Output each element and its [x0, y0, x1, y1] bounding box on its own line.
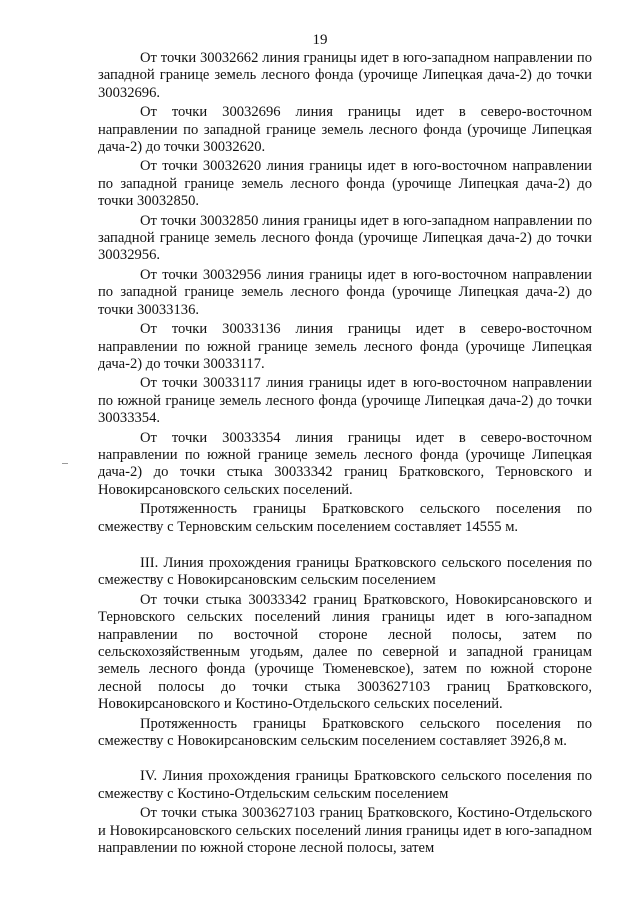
- paragraph: От точки 30032662 линия границы идет в юго-западном направлении по западной границе земель лесного фонда (урочище Липецкая дача-2) до точки 30032696.: [98, 50, 592, 101]
- length-summary-paragraph: Протяженность границы Братковского сельского поселения по смежеству с Терновским сельским поселением составляет 14555 м.: [98, 501, 592, 535]
- paragraph: От точки 30032620 линия границы идет в юго-восточном направлении по западной границе земель лесного фонда (урочище Липецкая дача-2) до точки 30032850.: [98, 158, 592, 210]
- paragraph: От точки 30032696 линия границы идет в северо-восточном направлении по западной границе земель лесного фонда (урочище Липецкая дача-2) до точки 30032620.: [98, 104, 592, 156]
- section-3-title: III. Линия прохождения границы Братковского сельского поселения по смежеству с Новокирсановским сельским поселением: [98, 554, 592, 589]
- length-summary-paragraph: Протяженность границы Братковского сельского поселения по смежеству с Новокирсановским сельским поселением составляет 3926,8 м.: [98, 715, 592, 750]
- document-body: [98, 50, 592, 857]
- paragraph: От точки 30033354 линия границы идет в северо-восточном направлении по южной границе земель лесного фонда (урочище Липецкая дача-2) до точки стыка 30033342 границ Братковского, Терновского и Новокирсановского сельских поселений.: [98, 429, 592, 498]
- margin-mark: [62, 463, 68, 464]
- paragraph: От точки 30032850 линия границы идет в юго-западном направлении по западной границе земель лесного фонда (урочище Липецкая дача-2) до точки 30032956.: [98, 212, 592, 264]
- section-4-title: IV. Линия прохождения границы Братковского сельского поселения по смежеству с Костино-Отдельским сельским поселением: [98, 768, 592, 802]
- paragraph: От точки 30033117 линия границы идет в юго-восточном направлении по южной границе земель лесного фонда (урочище Липецкая дача-2) до точки 30033354.: [98, 375, 592, 427]
- paragraph: От точки стыка 30033342 границ Братковского, Новокирсановского и Терновского сельских поселений линия границы идет в юго-западном направлении по восточной стороне лесной полосы, затем по сельскохозяйственным угодьям, далее по северной и западной границам земель лесного фонда (урочище Тюменевское), затем по южной стороне лесной полосы до точки стыка 3003627103 границ Братковского, Новокирсановского и Костино-Отдельского сельских поселений.: [98, 591, 592, 713]
- paragraph: От точки 30032956 линия границы идет в юго-восточном направлении по западной границе земель лесного фонда (урочище Липецкая дача-2) до точки 30033136.: [98, 266, 592, 318]
- paragraph: От точки стыка 3003627103 границ Братковского, Костино-Отдельского и Новокирсановского сельских поселений линия границы идет в юго-западном направлении по южной стороне лесной полосы, затем: [98, 805, 592, 857]
- page-number: 19: [312, 32, 328, 48]
- paragraph: От точки 30033136 линия границы идет в северо-восточном направлении по южной границе земель лесного фонда (урочище Липецкая дача-2) до точки 30033117.: [98, 321, 592, 372]
